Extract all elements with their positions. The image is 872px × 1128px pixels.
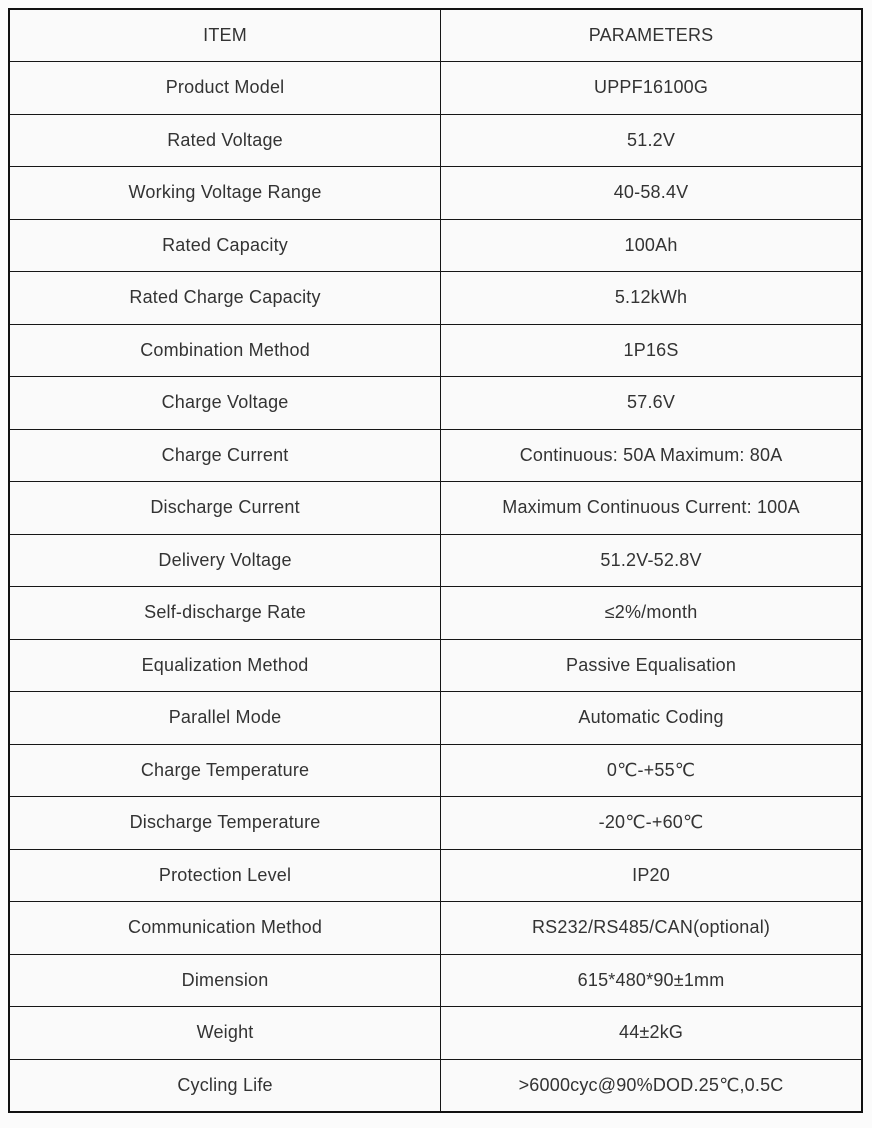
parameter-cell: 0℃-+55℃ [441,744,862,797]
item-cell: Charge Current [9,429,441,482]
parameter-cell: IP20 [441,849,862,902]
item-cell: Delivery Voltage [9,534,441,587]
parameter-cell: -20℃-+60℃ [441,797,862,850]
spec-table [8,8,863,1113]
spec-table-container [8,8,863,1113]
item-cell: Charge Temperature [9,744,441,797]
parameter-cell: Automatic Coding [441,692,862,745]
table-row [9,692,862,745]
item-cell: Parallel Mode [9,692,441,745]
item-cell: Weight [9,1007,441,1060]
table-row [9,219,862,272]
table-row [9,954,862,1007]
item-cell: Self-discharge Rate [9,587,441,640]
item-cell: Rated Capacity [9,219,441,272]
table-row [9,1007,862,1060]
item-cell: Equalization Method [9,639,441,692]
table-body [9,62,862,1112]
table-header-row [9,9,862,62]
item-cell: Discharge Temperature [9,797,441,850]
item-cell: Charge Voltage [9,377,441,430]
table-row [9,797,862,850]
table-row [9,482,862,535]
table-row [9,902,862,955]
parameter-cell: ≤2%/month [441,587,862,640]
parameter-cell: 40-58.4V [441,167,862,220]
item-cell: Discharge Current [9,482,441,535]
parameter-cell: 5.12kWh [441,272,862,325]
item-cell: Rated Charge Capacity [9,272,441,325]
table-row [9,272,862,325]
parameter-cell: 615*480*90±1mm [441,954,862,1007]
item-cell: Protection Level [9,849,441,902]
parameter-cell: 57.6V [441,377,862,430]
parameter-cell: Passive Equalisation [441,639,862,692]
item-cell: Combination Method [9,324,441,377]
table-row [9,587,862,640]
parameter-cell: 1P16S [441,324,862,377]
parameter-cell: Maximum Continuous Current: 100A [441,482,862,535]
parameter-cell: 44±2kG [441,1007,862,1060]
parameter-cell: >6000cyc@90%DOD.25℃,0.5C [441,1059,862,1112]
table-row [9,324,862,377]
table-row [9,114,862,167]
item-cell: Product Model [9,62,441,115]
parameter-cell: 51.2V [441,114,862,167]
table-row [9,534,862,587]
parameter-cell: 100Ah [441,219,862,272]
parameters-column-header: PARAMETERS [441,9,862,62]
table-row [9,167,862,220]
table-row [9,429,862,482]
table-row [9,639,862,692]
table-row [9,849,862,902]
item-cell: Dimension [9,954,441,1007]
table-row [9,744,862,797]
table-row [9,62,862,115]
item-cell: Working Voltage Range [9,167,441,220]
item-cell: Communication Method [9,902,441,955]
table-row [9,1059,862,1112]
table-row [9,377,862,430]
item-column-header: ITEM [9,9,441,62]
parameter-cell: RS232/RS485/CAN(optional) [441,902,862,955]
parameter-cell: 51.2V-52.8V [441,534,862,587]
parameter-cell: UPPF16100G [441,62,862,115]
item-cell: Rated Voltage [9,114,441,167]
item-cell: Cycling Life [9,1059,441,1112]
parameter-cell: Continuous: 50A Maximum: 80A [441,429,862,482]
